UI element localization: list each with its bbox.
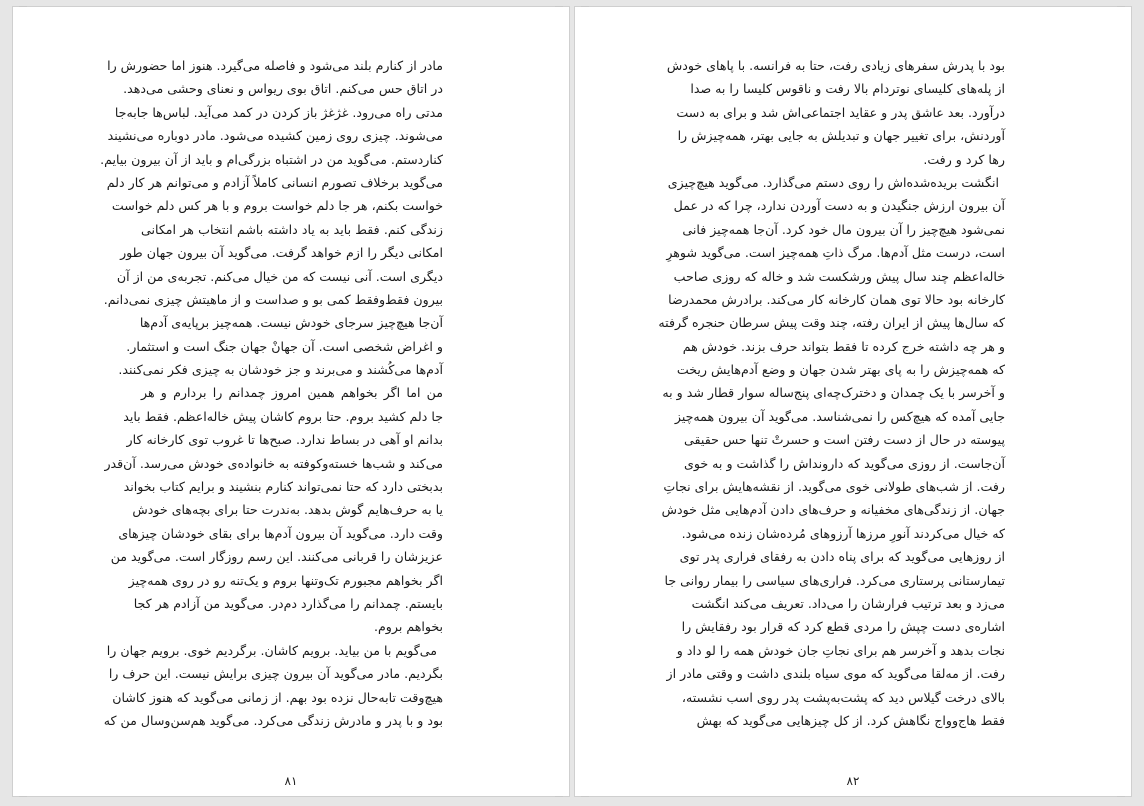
text-line: می‌گوید برخلاف تصورم انسانی کاملاً آزادم و می‌توانم هر کار دلم (106, 174, 443, 190)
text-line: مدتی راه می‌رود. غژغژ باز کردن در کمد می‌آید. لباس‌ها جابه‌جا (114, 104, 443, 120)
text-line: کناردستم. می‌گوید من در اشتباه بزرگی‌ام و باید از آن بیرون بیایم. (100, 151, 443, 167)
text-line: بگردیم. مادر می‌گوید آن بیرون چیزی برایش نیست. این حرف را (108, 666, 443, 682)
text-line: رها کرد و رفت. (923, 151, 1005, 167)
text-line: از روزهایی می‌گوید که برای پناه دادن به رفقای فراری پدر توی (679, 549, 1005, 565)
page-number: ۸۲ (846, 774, 860, 788)
text-line: هیچ‌وقت تابه‌حال نزده بود بهم. از زمانی می‌گوید که هنوز کاشان (112, 689, 443, 705)
text-line: خواست بکنم، هر جا دلم خواست بروم و با هر کس دلم خواست (111, 198, 443, 214)
text-line: آوردنش، برای تغییر جهان و تبدیلش به جایی بهتر، همه‌چیزش را (677, 128, 1005, 144)
text-line: و اغراض شخصی است. آن جهانْ جهان جنگ است و استثمار. (126, 338, 443, 354)
text-line: بود و با پدر و مادرش زندگی می‌کرد. می‌گوید هم‌سن‌وسال من که (103, 712, 443, 728)
text-line: از پله‌های کلیسای نوتردام بالا رفت و ناقوس کلیسا را به صدا (690, 81, 1005, 97)
text-line: زندگی کنم. فقط باید به یاد داشته باشم انتخاب هر امکانی (141, 221, 443, 237)
text-line: بود با پدرش سفرهای زیادی رفت، حتا به فرانسه. با پاهای خودش (666, 58, 1005, 73)
page-number: ۸۱ (284, 774, 298, 788)
text-line: و آخرسر با یک چمدان و دخترک‌چه‌ای پنج‌ساله سوار قطار شد و به (662, 385, 1005, 401)
text-line: انگشت بریده‌شده‌اش را روی دستم می‌گذارد. می‌گوید هیچ‌چیزی (667, 174, 999, 190)
text-line: تیمارستانی پرستاری می‌کرد. فراری‌های سیاسی را بیمار روانی جا (664, 572, 1005, 588)
text-line: کارخانه بود حالا توی همان کارخانه کار می‌کند. برادرش محمدرضا (668, 291, 1005, 307)
text-line: عزیزشان را قربانی می‌کنند. این رسم روزگار است. می‌گوید من (110, 549, 443, 565)
text-line: آن‌جاست. از روزی می‌گوید که دارونداش را گذاشت و به خوی (684, 455, 1005, 471)
text-line: فقط هاج‌وواج نگاهش کرد. از کل چیزهایی می‌گوید که بهش (696, 712, 1005, 728)
text-line: رفت. از مه‌لقا می‌گوید که موی سیاه بلندی داشت و وقتی مادر از (666, 666, 1005, 682)
body-text (100, 54, 443, 732)
text-line: اشاره‌ی دست چپش را مردی قطع کرد که قرار بود رفقایش را (681, 619, 1005, 635)
text-line: امکانی دیگر را ازم خواهد گرفت. می‌گوید آن بیرون جهان طور (120, 245, 443, 261)
text-line: پیوسته در حال از دست رفتن است و حسرتْ تنها حس حقیقی (684, 432, 1005, 448)
text-line: که همه‌چیزش را به پای بهتر شدن جهان و وضع آدم‌هایش ریخت (676, 362, 1005, 378)
text-line: می‌کند و شب‌ها خسته‌وکوفته به خانواده‌ی خودش می‌رسد. آن‌قدر (104, 455, 443, 471)
text-line: دیگری است. آنی نیست که من خیال می‌کنم. تجربه‌ی من از آن (116, 268, 443, 284)
text-line: وقت دارد. می‌گوید آن بیرون آدم‌ها برای بقای خودشان چیزهای (118, 525, 443, 541)
page-left (12, 6, 570, 797)
text-line: جا دلم کشید بروم. حتا بروم کاشان پیش خاله‌اعظم. فقط باید (123, 408, 443, 424)
page-right (574, 6, 1132, 797)
text-line: در اتاق حس می‌کنم. اتاق بوی ریواس و نعنای وحشی می‌دهد. (123, 81, 443, 97)
text-line: می‌زد و بعد ترتیب فرارشان را می‌داد. تعریف می‌کند انگشت (691, 595, 1005, 611)
crop-mark (555, 788, 563, 797)
text-line: مادر از کنارم بلند می‌شود و فاصله می‌گیرد. هنوز اما حضورش را (107, 58, 443, 73)
text-line: می‌گویم با من بیاید. برویم کاشان. برگردیم خوی. برویم جهان را (106, 642, 437, 658)
text-line: درآورد. بعد عاشق پدر و عقاید اجتماعی‌اش شد و برای به دست (676, 104, 1005, 120)
text-line: آدم‌ها می‌کُشند و می‌برند و جز خودشان به چیزی فکر نمی‌کنند. (118, 362, 443, 378)
text-line: جهان. از زندگی‌های مخفیانه و حرف‌های دادن آدم‌هایی مثل خودش (661, 502, 1005, 518)
text-line: که خیال می‌کردند آنورِ مرزها آرزوهای مُرده‌شان زنده می‌شود. (681, 525, 1005, 541)
crop-mark (19, 788, 27, 797)
text-line: بالای درخت گیلاس دید که پشت‌به‌پشت پدر روی اسب نشسته، (681, 689, 1005, 705)
text-line: رفت. از شب‌های طولانی خوی می‌گوید. از نقشه‌هایش برای نجاتِ (663, 479, 1005, 495)
text-line: و هر چه داشته خرج کرده تا فقط بتواند حرف بزند. خودش هم (682, 338, 1005, 354)
text-line: نمی‌شود هیچ‌چیز را آن بیرون مال خود کرد. آن‌جا همه‌چیز فانی (682, 221, 1005, 237)
text-line: اگر بخواهم مجبورم تک‌وتنها بروم و یک‌تنه رو در روی همه‌چیز (128, 572, 443, 588)
crop-mark (1117, 788, 1125, 797)
text-line: بخواهم بروم. (373, 619, 443, 635)
text-line: آن بیرون ارزش جنگیدن و به دست آوردن ندارد، چرا که در عمل (673, 198, 1005, 214)
crop-mark (19, 6, 27, 15)
crop-mark (1117, 6, 1125, 15)
crop-mark (555, 6, 563, 15)
text-line: که سال‌ها پیش از ایران رفته، چند وقت پیش سرطان حنجره گرفته (658, 315, 1005, 331)
text-line: خاله‌اعظم چند سال پیش ورشکست شد و خاله که روزی صاحب (673, 268, 1005, 284)
text-line: من اما اگر بخواهم همین امروز چمدانم را بردارم و هر (141, 385, 443, 401)
text-line: بدانم او آهی در بساط ندارد. صبح‌ها تا غروب توی کارخانه کار (126, 432, 443, 448)
crop-mark (581, 788, 589, 797)
text-line: می‌شوند. چیزی روی زمین کشیده می‌شود. مادر دوباره می‌نشیند (107, 128, 443, 144)
text-line: نجات بدهد و آخرسر هم برای نجاتِ جان خودش همه را لو داد و (676, 642, 1005, 658)
body-text (658, 54, 1005, 732)
text-line: است، درست مثل آدم‌ها. مرگ ذاتِ همه‌چیز است. می‌گوید شوهرِ (666, 245, 1005, 261)
text-line: بدبختی دارد که حتا نمی‌تواند کنارم بنشیند و برایم کتاب بخواند (123, 479, 443, 495)
text-line: جایی آمده که هیچ‌کس را نمی‌شناسد. می‌گوید آن بیرون همه‌چیز (674, 408, 1005, 424)
text-line: یا به حرف‌هایم گوش بدهد. به‌ندرت حتا برای بچه‌های خودش (132, 502, 443, 518)
crop-mark (581, 6, 589, 15)
text-line: بیرون فقط‌وفقط کمی بو و صداست و از ماهیتش چیزی نمی‌دانم. (103, 291, 443, 307)
text-line: بایستم. چمدانم را می‌گذارد دم‌در. می‌گوید من آزادم هر کجا (133, 595, 443, 611)
text-line: آن‌جا هیچ‌چیز سرجای خودش نیست. همه‌چیز برپایه‌ی آدم‌ها (139, 315, 443, 331)
